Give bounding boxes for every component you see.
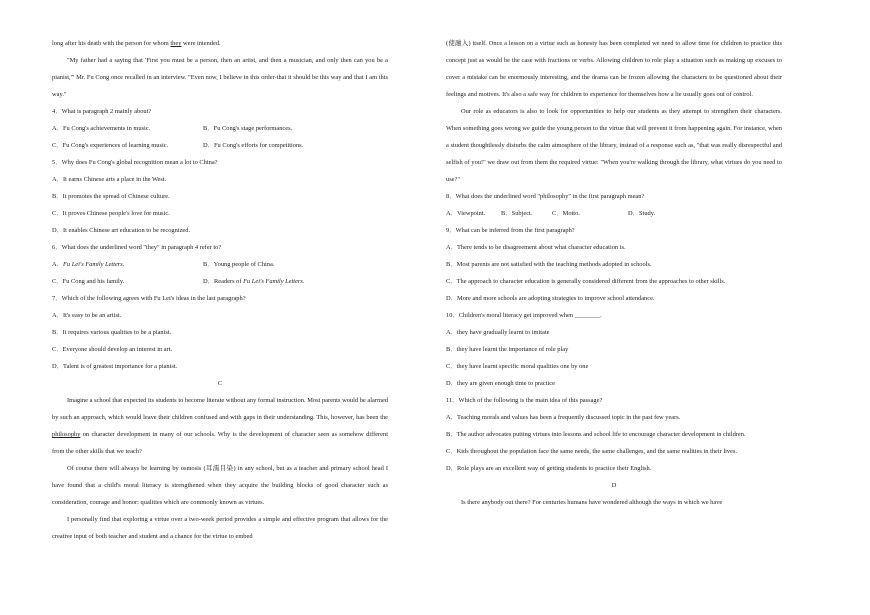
question-8-options — [446, 205, 782, 222]
passage-c-paragraph-3-cont: (使融入) itself. Once a lesson on a virtue such as honesty has been completed we need to allow time for children to practice this concept just as would be the case with fractions or verbs. Allowing children to role play a situation such as making up excuses to cover a mistake can be enormously interesting, and the drama can be frozen allowing the characters to be questioned about their feelings and motives. It's also a safe way for children to experience for themselves how a lie usually goes out of control. — [446, 40, 782, 98]
option-4d: D．Fu Cong's efforts for competitions. — [203, 142, 304, 149]
option-6c: C．Fu Cong and his family. — [52, 278, 125, 285]
question-6: 6．What does the underlined word "they" in paragraph 4 refer to? — [52, 244, 222, 251]
question-6-options-ab — [52, 256, 388, 273]
passage-c-paragraph-3: I personally find that exploring a virtue over a two-week period provides a simple and effective program that allows for the creative input of both teacher and student and a chance for the virtue to embed — [52, 516, 388, 540]
option-7a: A．It's easy to be an artist. — [52, 312, 122, 319]
option-4c: C．Fu Cong's experiences of learning music. — [52, 142, 169, 149]
option-9b: B．Most parents are not satisfied with the teaching methods adopted in schools. — [446, 261, 652, 268]
paragraph-continuation: long after his death with the person for whom they were intended. — [52, 40, 221, 47]
option-5c: C．It proves Chinese people's love for music. — [52, 210, 170, 217]
passage-d-paragraph-1: Is there anybody out there? For centuries humans have wondered although the ways in which we have — [461, 499, 723, 506]
passage-c-paragraph-1: Imagine a school that expected its students to become literate without any formal instruction. Most parents would be alarmed by such an approach, which would leave their children confused and with gaps in their understanding. This, however, has been the philosophy on character development in many of our schools. Why is the development of character seen as somehow different from the other skills that we teach? — [52, 397, 388, 455]
option-5d: D．It enables Chinese art education to be recognized. — [52, 227, 191, 234]
option-10b: B．they have learnt the importance of role play — [446, 346, 569, 353]
option-9a: A．There tends to be disagreement about what character education is. — [446, 244, 626, 251]
option-10a: A．they have gradually learnt to imitate — [446, 329, 550, 336]
option-6d: D．Readers of Fu Lei's Family Letters. — [203, 278, 305, 285]
option-8d: D．Study. — [628, 210, 656, 217]
question-4: 4．What is paragraph 2 mainly about? — [52, 108, 152, 115]
section-c-heading: C — [217, 380, 223, 387]
section-d-heading: D — [611, 482, 617, 489]
option-11c: C．Kids throughout the population face the same needs, the same challenges, and the same realities in their lives. — [446, 448, 738, 455]
option-4a: A．Fu Cong's achievements in music. — [52, 125, 151, 132]
option-9c: C．The approach to character education is generally considered different from the approaches to other skills. — [446, 278, 726, 285]
passage-c-paragraph-4: Our role as educators is also to look for opportunities to help our students as they attempt to strengthen their characters. When something goes wrong we guide the young person to the virtue that will prevent it from happening again. For instance, when a student thoughtlessly disturbs the calm atmosphere of the library, instead of a response such as, "that was really disrespectful and selfish of you!" we draw out from them the required virtue: "When you're walking through the library, what virtues do you need to use?" — [446, 108, 782, 183]
question-10: 10．Children's moral literacy get improved when ________. — [446, 312, 602, 319]
option-7b: B．It requires various qualities to be a pianist. — [52, 329, 172, 336]
option-10c: C．they have learnt specific moral qualities one by one — [446, 363, 589, 370]
question-4-options-ab — [52, 120, 388, 137]
option-11b: B．The author advocates putting virtues into lessons and school life to encourage character development in children. — [446, 431, 746, 438]
question-7: 7．Which of the following agrees with Fu Lei's ideas in the last paragraph? — [52, 295, 246, 302]
option-7d: D．Talent is of greatest importance for a pianist. — [52, 363, 178, 370]
left-column — [52, 35, 388, 545]
option-4b: B．Fu Cong's stage performances. — [203, 125, 293, 132]
option-5b: B．It promotes the spread of Chinese culture. — [52, 193, 170, 200]
question-9: 9．What can be inferred from the first paragraph? — [446, 227, 575, 234]
option-5a: A．It earns Chinese arts a place in the West. — [52, 176, 167, 183]
option-11d: D．Role plays are an excellent way of getting students to practice their English. — [446, 465, 652, 472]
option-8c: C．Motto. — [552, 210, 580, 217]
paragraph-quote: "My father had a saying that 'First you must be a person, then an artist, and then a musician, and only then can you be a pianist,'" Mr. Fu Cong once recalled in an interview. "Even now, I believe in this order-that it should be this way and that I am this way." — [52, 57, 388, 98]
option-8b: B．Subject. — [501, 210, 533, 217]
question-6-options-cd — [52, 273, 388, 290]
option-10d: D．they are given enough time to practice — [446, 380, 555, 387]
option-9d: D．More and more schools are adopting strategies to improve school attendance. — [446, 295, 655, 302]
question-11: 11．Which of the following is the main idea of this passage? — [446, 397, 603, 404]
option-6b: B．Young people of China. — [203, 261, 275, 268]
option-7c: C．Everyone should develop an interest in art. — [52, 346, 173, 353]
question-5: 5．Why does Fu Cong's global recognition mean a lot to China? — [52, 159, 218, 166]
right-column — [446, 35, 782, 511]
option-6a: A．Fu Lei's Family Letters. — [52, 261, 125, 268]
passage-c-paragraph-2: Of course there will always be learning by osmosis (耳濡目染) in any school, but as a teacher and primary school head I have found that a child's moral literacy is strengthened when they acquire the building blocks of good character such as consideration, courage and honor: qualities which are commonly known as virtues. — [52, 465, 388, 506]
question-8: 8．What does the underlined word "philosophy" in the first paragraph mean? — [446, 193, 645, 200]
option-11a: A．Teaching morals and values has been a frequently discussed topic in the past few years. — [446, 414, 681, 421]
option-8a: A．Viewpoint. — [446, 210, 486, 217]
question-4-options-cd — [52, 137, 388, 154]
